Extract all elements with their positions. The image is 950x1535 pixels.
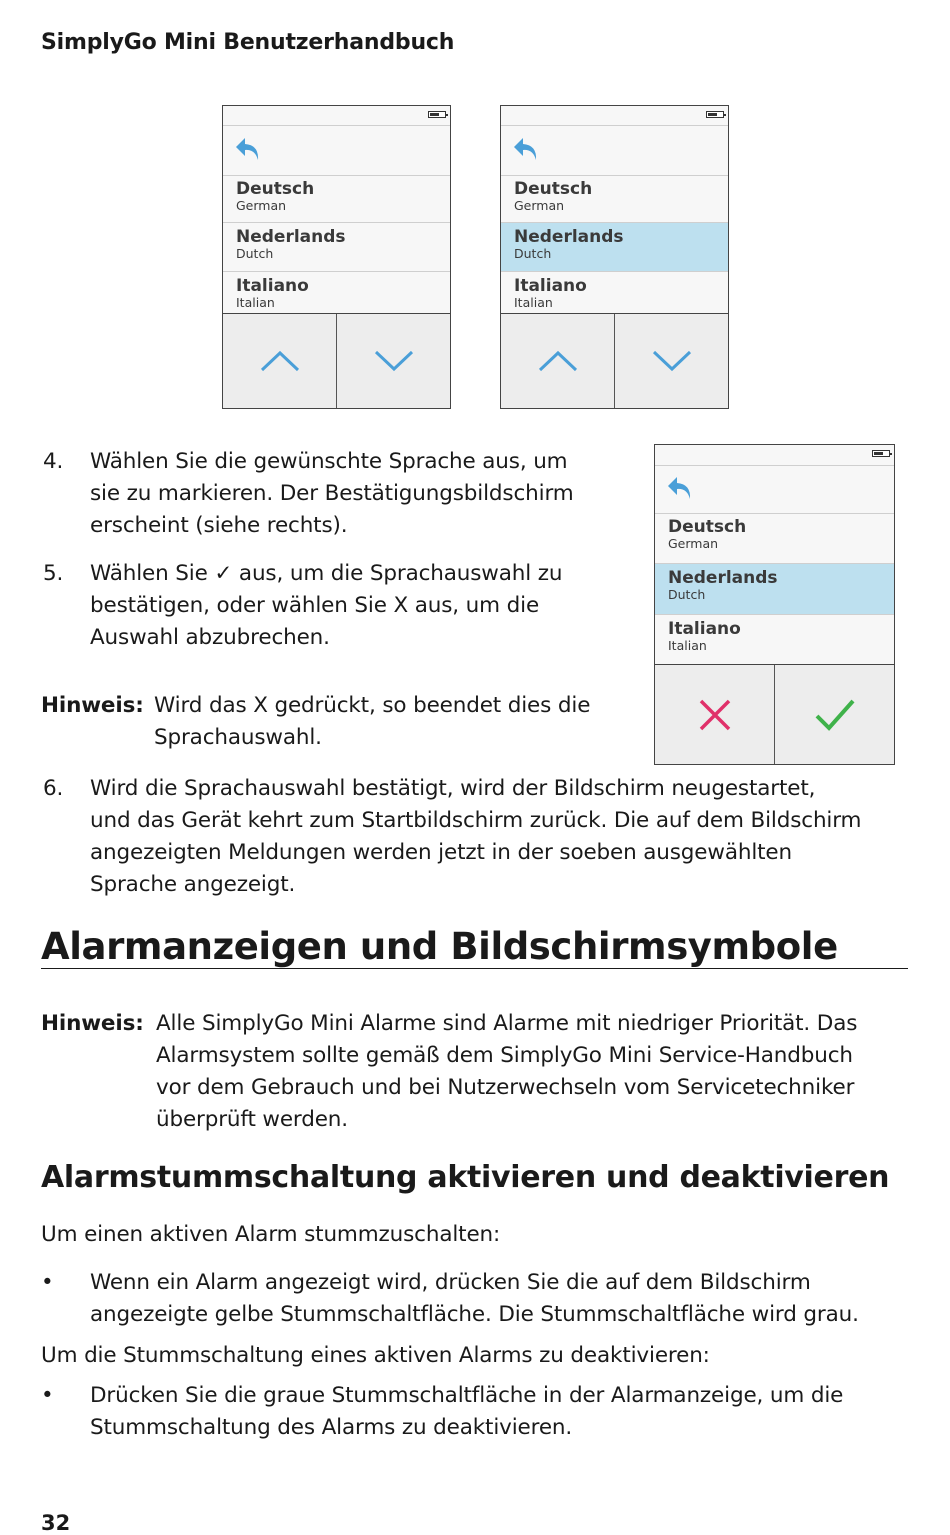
step-text-line: und das Gerät kehrt zum Startbildschirm zurück. Die auf dem Bildschirm <box>90 808 862 833</box>
language-name: Nederlands <box>668 568 778 588</box>
back-arrow-icon[interactable] <box>665 474 695 502</box>
back-bar[interactable] <box>223 125 450 176</box>
page-number: 32 <box>41 1511 71 1535</box>
language-item-nederlands-selected[interactable] <box>501 223 728 272</box>
note-text-line: Alle SimplyGo Mini Alarme sind Alarme mit niedriger Priorität. Das <box>156 1011 858 1036</box>
status-bar <box>223 106 450 126</box>
back-bar[interactable] <box>501 125 728 176</box>
note-label: Hinweis: <box>41 1011 144 1036</box>
scroll-up-button[interactable] <box>223 314 336 408</box>
chevron-up-icon <box>259 349 301 373</box>
section-title: Alarmanzeigen und Bildschirmsymbole <box>41 926 908 969</box>
bullet-text-line: Wenn ein Alarm angezeigt wird, drücken Sie die auf dem Bildschirm <box>90 1270 811 1295</box>
note-text-line: Sprachauswahl. <box>154 725 322 750</box>
back-arrow-icon[interactable] <box>233 135 263 163</box>
language-subtitle: German <box>236 198 287 213</box>
battery-icon <box>706 111 724 118</box>
note-text-line: Wird das X gedrückt, so beendet dies die <box>154 693 591 718</box>
step-text-line: sie zu markieren. Der Bestätigungsbildschirm <box>90 481 574 506</box>
language-name: Italiano <box>514 276 587 296</box>
scroll-down-button[interactable] <box>336 314 450 408</box>
scroll-down-button[interactable] <box>614 314 728 408</box>
bullet-text-line: Drücken Sie die graue Stummschaltfläche in der Alarmanzeige, um die <box>90 1383 844 1408</box>
bullet-mark: • <box>41 1270 54 1295</box>
confirmation-buttons <box>655 664 894 764</box>
status-bar <box>655 445 894 466</box>
scroll-up-button[interactable] <box>501 314 614 408</box>
language-name: Deutsch <box>668 517 747 537</box>
step-text-line: Wählen Sie die gewünschte Sprache aus, um <box>90 449 568 474</box>
intro-unmute: Um die Stummschaltung eines aktiven Alarms zu deaktivieren: <box>41 1343 710 1368</box>
language-item-deutsch[interactable] <box>501 175 728 223</box>
language-subtitle: Dutch <box>514 246 552 261</box>
step-text-line: Sprache angezeigt. <box>90 872 296 897</box>
note-label: Hinweis: <box>41 693 144 718</box>
battery-icon <box>872 450 890 457</box>
bullet-mark: • <box>41 1383 54 1408</box>
language-subtitle: German <box>668 536 719 551</box>
back-arrow-icon[interactable] <box>511 135 541 163</box>
note-text-line: Alarmsystem sollte gemäß dem SimplyGo Mini Service-Handbuch <box>156 1043 853 1068</box>
step-number: 5. <box>43 561 64 586</box>
chevron-down-icon <box>651 349 693 373</box>
step-text-line: angezeigten Meldungen werden jetzt in der soeben ausgewählten <box>90 840 792 865</box>
navigation-buttons <box>223 313 450 408</box>
device-screen-language-list <box>222 105 451 409</box>
language-item-nederlands-selected[interactable] <box>655 564 894 615</box>
language-name: Nederlands <box>236 227 346 247</box>
language-subtitle: German <box>514 198 565 213</box>
device-screen-confirmation <box>654 444 895 765</box>
status-bar <box>501 106 728 126</box>
language-item-nederlands[interactable] <box>223 223 450 272</box>
cancel-button[interactable] <box>655 665 774 764</box>
confirm-button[interactable] <box>774 665 894 764</box>
step-number: 6. <box>43 776 64 801</box>
bullet-text-line: Stummschaltung des Alarms zu deaktivieren. <box>90 1415 573 1440</box>
language-subtitle: Italian <box>514 295 553 310</box>
language-item-italiano[interactable] <box>501 272 728 314</box>
device-screen-language-highlighted <box>500 105 729 409</box>
page-header-title: SimplyGo Mini Benutzerhandbuch <box>41 30 455 55</box>
language-name: Deutsch <box>236 179 315 199</box>
step-text-line: Wählen Sie ✓ aus, um die Sprachauswahl zu <box>90 561 563 586</box>
checkmark-icon <box>814 697 856 733</box>
navigation-buttons <box>501 313 728 408</box>
step-text-line: erscheint (siehe rechts). <box>90 513 348 538</box>
step-text-line: Wird die Sprachauswahl bestätigt, wird der Bildschirm neugestartet, <box>90 776 816 801</box>
close-icon <box>697 697 733 733</box>
language-name: Nederlands <box>514 227 624 247</box>
language-subtitle: Dutch <box>236 246 274 261</box>
note-text-line: vor dem Gebrauch und bei Nutzerwechseln vom Servicetechniker <box>156 1075 855 1100</box>
step-number: 4. <box>43 449 64 474</box>
language-item-italiano[interactable] <box>655 615 894 665</box>
back-bar[interactable] <box>655 465 894 514</box>
language-name: Deutsch <box>514 179 593 199</box>
language-subtitle: Italian <box>236 295 275 310</box>
note-text-line: überprüft werden. <box>156 1107 348 1132</box>
language-item-deutsch[interactable] <box>655 513 894 564</box>
chevron-up-icon <box>537 349 579 373</box>
language-item-deutsch[interactable] <box>223 175 450 223</box>
language-name: Italiano <box>236 276 309 296</box>
chevron-down-icon <box>373 349 415 373</box>
language-name: Italiano <box>668 619 741 639</box>
step-text-line: Auswahl abzubrechen. <box>90 625 330 650</box>
bullet-text-line: angezeigte gelbe Stummschaltfläche. Die Stummschaltfläche wird grau. <box>90 1302 859 1327</box>
battery-icon <box>428 111 446 118</box>
subsection-title: Alarmstummschaltung aktivieren und deaktivieren <box>41 1160 890 1195</box>
language-item-italiano[interactable] <box>223 272 450 314</box>
language-subtitle: Italian <box>668 638 707 653</box>
step-text-line: bestätigen, oder wählen Sie X aus, um die <box>90 593 540 618</box>
intro-mute: Um einen aktiven Alarm stummzuschalten: <box>41 1222 501 1247</box>
language-subtitle: Dutch <box>668 587 706 602</box>
